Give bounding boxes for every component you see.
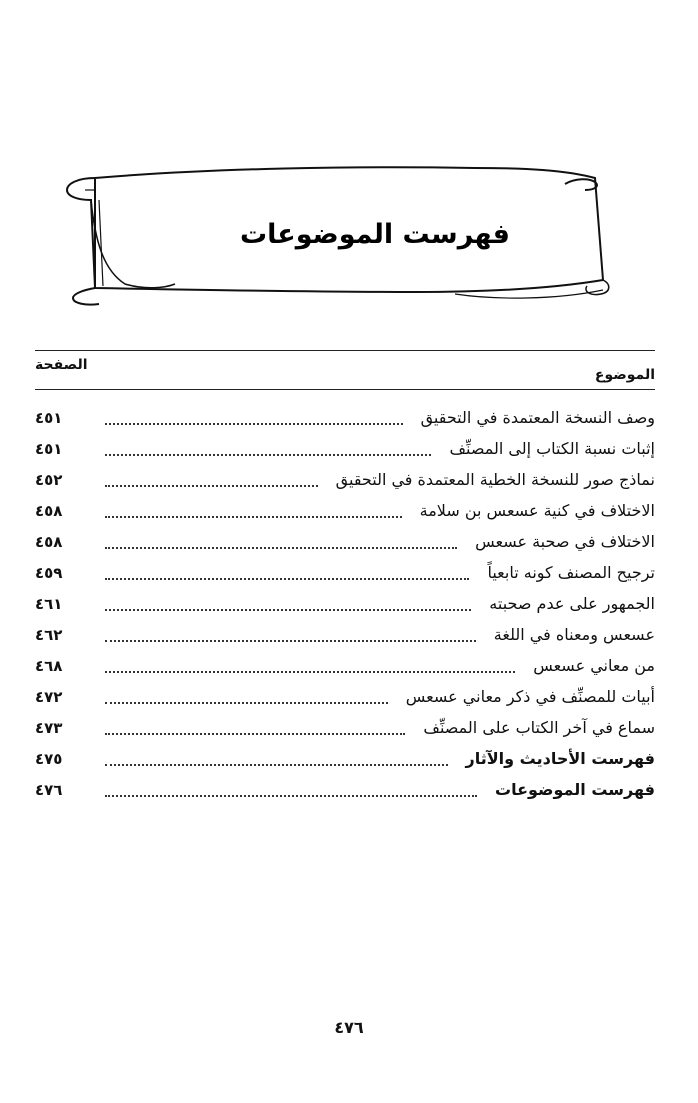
dot-leader <box>105 442 431 456</box>
table-header <box>35 350 655 390</box>
dot-leader <box>105 504 402 518</box>
dot-leader <box>105 411 403 425</box>
toc-entry[interactable] <box>35 588 655 619</box>
toc-entry-page: ٤٥٨ <box>35 532 63 551</box>
toc-entry-page: ٤٦٨ <box>35 656 63 675</box>
toc-entry-title: عسعس ومعناه في اللغة <box>493 625 655 644</box>
dot-leader <box>105 597 471 611</box>
toc-entry-title: فهرست الأحاديث والآثار <box>465 749 655 768</box>
page-column-header: الصفحة <box>35 357 88 373</box>
dot-leader <box>105 721 405 735</box>
toc-entry[interactable] <box>35 619 655 650</box>
dot-leader <box>105 783 477 797</box>
toc-entry[interactable] <box>35 433 655 464</box>
toc-entry-page: ٤٥١ <box>35 439 63 458</box>
topic-column-header: الموضوع <box>594 367 655 383</box>
toc-entry-page: ٤٧٦ <box>35 780 63 799</box>
toc-entry[interactable] <box>35 495 655 526</box>
toc-entry[interactable] <box>35 650 655 681</box>
page-number: ٤٧٦ <box>334 1018 364 1037</box>
dot-leader <box>105 628 476 642</box>
toc-entry[interactable] <box>35 681 655 712</box>
toc-list <box>35 402 655 805</box>
toc-entry-title: الاختلاف في صحبة عسعس <box>475 532 655 551</box>
toc-entry-page: ٤٦٢ <box>35 625 63 644</box>
toc-entry-page: ٤٧٣ <box>35 718 63 737</box>
toc-entry-page: ٤٥٢ <box>35 470 63 489</box>
toc-entry-page: ٤٥١ <box>35 408 63 427</box>
dot-leader <box>105 473 318 487</box>
banner-title: فهرست الموضوعات <box>240 218 510 250</box>
dot-leader <box>105 566 469 580</box>
toc-entry-page: ٤٥٩ <box>35 563 63 582</box>
toc-entry-title: الجمهور على عدم صحبته <box>489 594 655 613</box>
toc-entry[interactable] <box>35 526 655 557</box>
dot-leader <box>105 690 388 704</box>
toc-entry[interactable] <box>35 402 655 433</box>
title-banner <box>55 160 615 310</box>
dot-leader <box>105 659 515 673</box>
dot-leader <box>105 752 448 766</box>
toc-entry-title: أبيات للمصنِّف في ذكر معاني عسعس <box>405 687 655 706</box>
dot-leader <box>105 535 457 549</box>
toc-entry-title: سماع في آخر الكتاب على المصنِّف <box>423 718 655 737</box>
toc-entry-title: ترجيح المصنف كونه تابعياً <box>487 563 655 582</box>
toc-entry[interactable] <box>35 557 655 588</box>
toc-entry-title: فهرست الموضوعات <box>495 780 655 799</box>
toc-entry-page: ٤٦١ <box>35 594 63 613</box>
toc-entry[interactable] <box>35 774 655 805</box>
toc-entry-title: إثبات نسبة الكتاب إلى المصنِّف <box>449 439 655 458</box>
toc-entry-title: من معاني عسعس <box>533 656 655 675</box>
toc-entry[interactable] <box>35 743 655 774</box>
toc-entry-page: ٤٥٨ <box>35 501 63 520</box>
toc-entry[interactable] <box>35 464 655 495</box>
toc-entry-title: الاختلاف في كنية عسعس بن سلامة <box>419 501 655 520</box>
toc-entry-title: وصف النسخة المعتمدة في التحقيق <box>420 408 655 427</box>
toc-entry-title: نماذج صور للنسخة الخطية المعتمدة في التحقيق <box>335 470 655 489</box>
toc-entry-page: ٤٧٢ <box>35 687 63 706</box>
toc-entry[interactable] <box>35 712 655 743</box>
toc-entry-page: ٤٧٥ <box>35 749 63 768</box>
